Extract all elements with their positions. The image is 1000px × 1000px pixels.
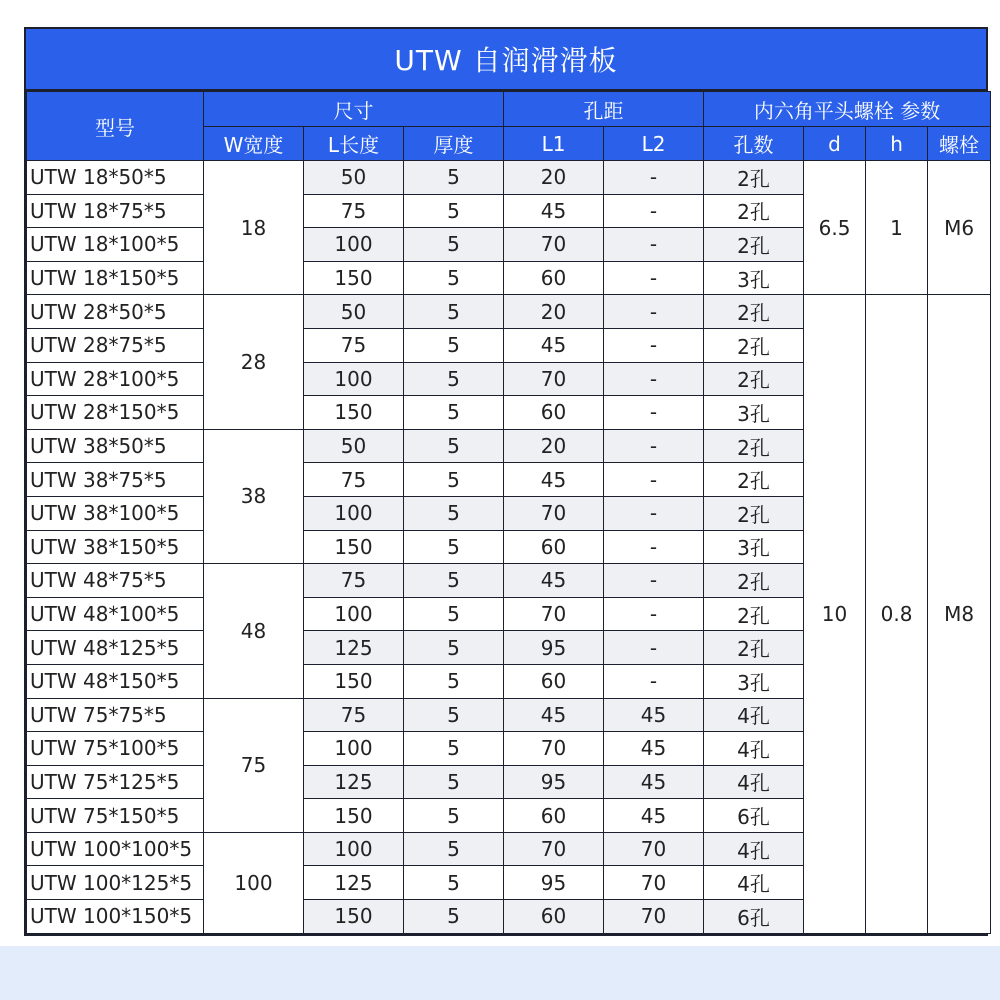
h-group-cell: 1	[866, 161, 928, 295]
length-cell: 150	[304, 900, 404, 934]
l2-cell: -	[604, 328, 704, 362]
l1-cell: 95	[504, 866, 604, 900]
l1-cell: 95	[504, 765, 604, 799]
holes-cell: 3孔	[704, 530, 804, 564]
model-cell: UTW 18*100*5	[27, 228, 204, 262]
l1-cell: 70	[504, 496, 604, 530]
length-cell: 100	[304, 597, 404, 631]
model-cell: UTW 75*125*5	[27, 765, 204, 799]
header-size: 尺寸	[204, 92, 504, 127]
model-cell: UTW 28*75*5	[27, 328, 204, 362]
model-cell: UTW 75*150*5	[27, 799, 204, 833]
thickness-cell: 5	[404, 194, 504, 228]
d-group-cell: 6.5	[804, 161, 866, 295]
table-body	[27, 161, 991, 934]
thickness-cell: 5	[404, 362, 504, 396]
model-cell: UTW 38*75*5	[27, 463, 204, 497]
l1-cell: 20	[504, 429, 604, 463]
length-cell: 100	[304, 496, 404, 530]
thickness-cell: 5	[404, 866, 504, 900]
holes-cell: 4孔	[704, 698, 804, 732]
l2-cell: 45	[604, 732, 704, 766]
thickness-cell: 5	[404, 698, 504, 732]
l2-cell: -	[604, 597, 704, 631]
holes-cell: 2孔	[704, 228, 804, 262]
model-cell: UTW 48*75*5	[27, 564, 204, 598]
bolt-group-cell: M6	[928, 161, 991, 295]
l1-cell: 45	[504, 328, 604, 362]
thickness-cell: 5	[404, 429, 504, 463]
length-cell: 50	[304, 295, 404, 329]
l2-cell: -	[604, 564, 704, 598]
length-cell: 50	[304, 429, 404, 463]
thickness-cell: 5	[404, 396, 504, 430]
l1-cell: 45	[504, 463, 604, 497]
l1-cell: 70	[504, 597, 604, 631]
l1-cell: 60	[504, 664, 604, 698]
length-cell: 50	[304, 161, 404, 195]
l2-cell: -	[604, 295, 704, 329]
l2-cell: 70	[604, 866, 704, 900]
model-cell: UTW 28*150*5	[27, 396, 204, 430]
holes-cell: 2孔	[704, 362, 804, 396]
width-group-cell: 18	[204, 161, 304, 295]
header-hole-count: 孔数	[704, 127, 804, 161]
length-cell: 125	[304, 765, 404, 799]
l2-cell: -	[604, 429, 704, 463]
holes-cell: 2孔	[704, 564, 804, 598]
holes-cell: 3孔	[704, 261, 804, 295]
header-l1: L1	[504, 127, 604, 161]
header-length: L长度	[304, 127, 404, 161]
length-cell: 100	[304, 228, 404, 262]
length-cell: 75	[304, 698, 404, 732]
width-group-cell: 100	[204, 832, 304, 933]
holes-cell: 4孔	[704, 765, 804, 799]
thickness-cell: 5	[404, 228, 504, 262]
model-cell: UTW 48*100*5	[27, 597, 204, 631]
length-cell: 100	[304, 732, 404, 766]
length-cell: 100	[304, 832, 404, 866]
table-title: UTW 自润滑滑板	[26, 29, 986, 91]
holes-cell: 4孔	[704, 866, 804, 900]
model-cell: UTW 18*150*5	[27, 261, 204, 295]
header-width: W宽度	[204, 127, 304, 161]
table-row	[27, 161, 991, 195]
length-cell: 150	[304, 530, 404, 564]
header-bolt-params: 内六角平头螺栓 参数	[704, 92, 991, 127]
thickness-cell: 5	[404, 900, 504, 934]
length-cell: 75	[304, 194, 404, 228]
holes-cell: 3孔	[704, 396, 804, 430]
l1-cell: 70	[504, 362, 604, 396]
model-cell: UTW 75*100*5	[27, 732, 204, 766]
length-cell: 150	[304, 261, 404, 295]
l2-cell: 70	[604, 900, 704, 934]
model-cell: UTW 38*50*5	[27, 429, 204, 463]
thickness-cell: 5	[404, 564, 504, 598]
model-cell: UTW 100*100*5	[27, 832, 204, 866]
header-l2: L2	[604, 127, 704, 161]
l2-cell: -	[604, 530, 704, 564]
model-cell: UTW 38*150*5	[27, 530, 204, 564]
thickness-cell: 5	[404, 732, 504, 766]
thickness-cell: 5	[404, 832, 504, 866]
h-group-cell: 0.8	[866, 295, 928, 933]
spec-table	[26, 91, 991, 934]
d-group-cell: 10	[804, 295, 866, 933]
table-row	[27, 295, 991, 329]
l2-cell: -	[604, 631, 704, 665]
thickness-cell: 5	[404, 328, 504, 362]
l2-cell: 45	[604, 799, 704, 833]
l2-cell: -	[604, 194, 704, 228]
holes-cell: 2孔	[704, 295, 804, 329]
width-group-cell: 75	[204, 698, 304, 832]
width-group-cell: 28	[204, 295, 304, 429]
thickness-cell: 5	[404, 496, 504, 530]
thickness-cell: 5	[404, 799, 504, 833]
length-cell: 75	[304, 328, 404, 362]
l1-cell: 60	[504, 396, 604, 430]
l1-cell: 70	[504, 832, 604, 866]
holes-cell: 2孔	[704, 429, 804, 463]
l1-cell: 60	[504, 530, 604, 564]
holes-cell: 2孔	[704, 161, 804, 195]
l2-cell: 45	[604, 765, 704, 799]
holes-cell: 2孔	[704, 194, 804, 228]
l2-cell: -	[604, 261, 704, 295]
holes-cell: 2孔	[704, 496, 804, 530]
header-model: 型号	[27, 92, 204, 161]
header-hole-pitch: 孔距	[504, 92, 704, 127]
model-cell: UTW 38*100*5	[27, 496, 204, 530]
model-cell: UTW 18*75*5	[27, 194, 204, 228]
holes-cell: 4孔	[704, 832, 804, 866]
l2-cell: -	[604, 664, 704, 698]
l1-cell: 60	[504, 261, 604, 295]
model-cell: UTW 100*150*5	[27, 900, 204, 934]
thickness-cell: 5	[404, 295, 504, 329]
thickness-cell: 5	[404, 664, 504, 698]
header-bolt: 螺栓	[928, 127, 991, 161]
l2-cell: -	[604, 228, 704, 262]
length-cell: 75	[304, 463, 404, 497]
l1-cell: 70	[504, 228, 604, 262]
holes-cell: 6孔	[704, 799, 804, 833]
l1-cell: 45	[504, 194, 604, 228]
thickness-cell: 5	[404, 463, 504, 497]
l2-cell: 45	[604, 698, 704, 732]
model-cell: UTW 18*50*5	[27, 161, 204, 195]
l1-cell: 20	[504, 295, 604, 329]
l2-cell: 70	[604, 832, 704, 866]
model-cell: UTW 48*125*5	[27, 631, 204, 665]
thickness-cell: 5	[404, 161, 504, 195]
header-h: h	[866, 127, 928, 161]
header-thickness: 厚度	[404, 127, 504, 161]
holes-cell: 4孔	[704, 732, 804, 766]
length-cell: 150	[304, 396, 404, 430]
model-cell: UTW 28*50*5	[27, 295, 204, 329]
thickness-cell: 5	[404, 765, 504, 799]
header-d: d	[804, 127, 866, 161]
bolt-group-cell: M8	[928, 295, 991, 933]
bottom-band	[0, 946, 1000, 1000]
holes-cell: 3孔	[704, 664, 804, 698]
l2-cell: -	[604, 362, 704, 396]
holes-cell: 6孔	[704, 900, 804, 934]
length-cell: 100	[304, 362, 404, 396]
holes-cell: 2孔	[704, 328, 804, 362]
length-cell: 75	[304, 564, 404, 598]
l1-cell: 70	[504, 732, 604, 766]
length-cell: 125	[304, 631, 404, 665]
thickness-cell: 5	[404, 261, 504, 295]
length-cell: 125	[304, 866, 404, 900]
width-group-cell: 48	[204, 564, 304, 698]
thickness-cell: 5	[404, 631, 504, 665]
l2-cell: -	[604, 161, 704, 195]
length-cell: 150	[304, 664, 404, 698]
spec-sheet	[24, 27, 988, 936]
l1-cell: 95	[504, 631, 604, 665]
l1-cell: 60	[504, 900, 604, 934]
width-group-cell: 38	[204, 429, 304, 563]
holes-cell: 2孔	[704, 463, 804, 497]
holes-cell: 2孔	[704, 631, 804, 665]
l2-cell: -	[604, 463, 704, 497]
thickness-cell: 5	[404, 530, 504, 564]
model-cell: UTW 48*150*5	[27, 664, 204, 698]
model-cell: UTW 75*75*5	[27, 698, 204, 732]
l1-cell: 20	[504, 161, 604, 195]
l1-cell: 45	[504, 698, 604, 732]
l1-cell: 45	[504, 564, 604, 598]
length-cell: 150	[304, 799, 404, 833]
holes-cell: 2孔	[704, 597, 804, 631]
l2-cell: -	[604, 496, 704, 530]
thickness-cell: 5	[404, 597, 504, 631]
l1-cell: 60	[504, 799, 604, 833]
l2-cell: -	[604, 396, 704, 430]
model-cell: UTW 100*125*5	[27, 866, 204, 900]
model-cell: UTW 28*100*5	[27, 362, 204, 396]
